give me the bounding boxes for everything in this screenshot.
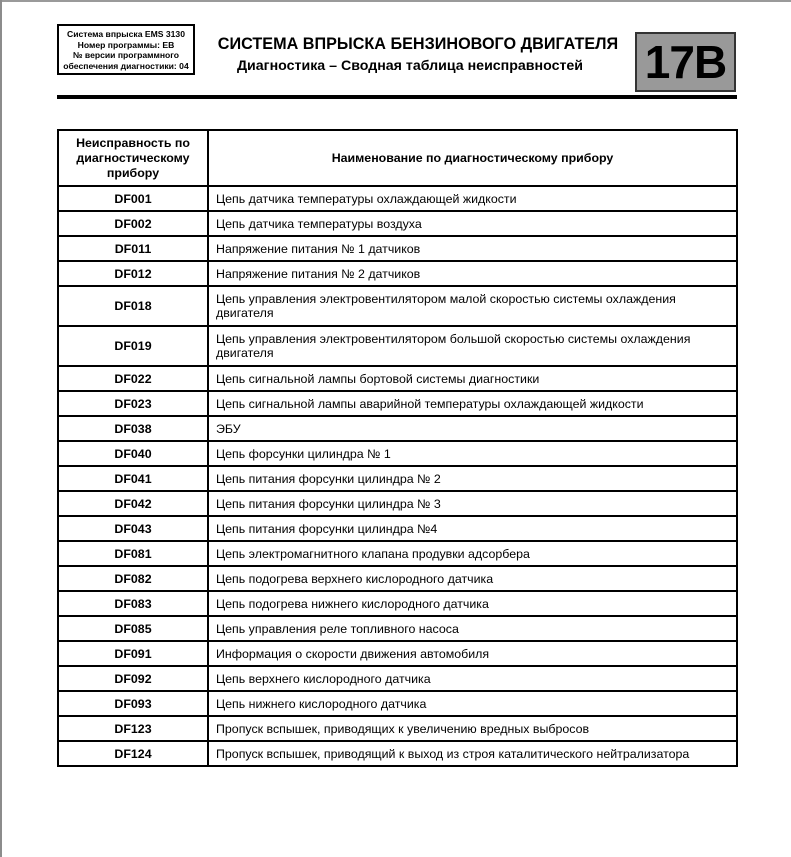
fault-code: DF002 bbox=[58, 211, 208, 236]
fault-table bbox=[57, 129, 738, 767]
fault-name: Цепь управления электровентилятором большой скоростью системы охлаждения двигателя bbox=[208, 326, 737, 366]
fault-code: DF091 bbox=[58, 641, 208, 666]
fault-code: DF018 bbox=[58, 286, 208, 326]
fault-name: Информация о скорости движения автомобиля bbox=[208, 641, 737, 666]
page-subtitle: Диагностика – Сводная таблица неисправностей bbox=[236, 58, 584, 74]
fault-name: ЭБУ bbox=[208, 416, 737, 441]
table-row bbox=[58, 741, 737, 766]
info-diagnostic-version: обеспечения диагностики: 04 bbox=[63, 60, 189, 71]
table-row bbox=[58, 566, 737, 591]
info-system: Система впрыска EMS 3130 bbox=[67, 29, 185, 39]
fault-code: DF012 bbox=[58, 261, 208, 286]
fault-code: DF001 bbox=[58, 186, 208, 211]
table-row bbox=[58, 466, 737, 491]
fault-name: Напряжение питания № 2 датчиков bbox=[208, 261, 737, 286]
fault-code: DF081 bbox=[58, 541, 208, 566]
section-code-badge: 17B bbox=[635, 32, 736, 92]
table-row bbox=[58, 391, 737, 416]
table-row bbox=[58, 541, 737, 566]
table-row bbox=[58, 186, 737, 211]
fault-code: DF038 bbox=[58, 416, 208, 441]
system-info-box bbox=[57, 24, 195, 75]
fault-name: Пропуск вспышек, приводящих к увеличению вредных выбросов bbox=[208, 716, 737, 741]
info-version-label: № версии программного bbox=[72, 50, 180, 61]
fault-name: Цепь верхнего кислородного датчика bbox=[208, 666, 737, 691]
table-row bbox=[58, 491, 737, 516]
fault-code: DF041 bbox=[58, 466, 208, 491]
fault-code: DF085 bbox=[58, 616, 208, 641]
table-row bbox=[58, 286, 737, 326]
table-row bbox=[58, 236, 737, 261]
table-row bbox=[58, 261, 737, 286]
table-row bbox=[58, 516, 737, 541]
fault-name: Цепь подогрева нижнего кислородного датчика bbox=[208, 591, 737, 616]
viewer-left-border bbox=[0, 0, 2, 857]
table-header-row bbox=[58, 130, 737, 186]
fault-name: Цепь форсунки цилиндра № 1 bbox=[208, 441, 737, 466]
fault-name: Цепь сигнальной лампы аварийной температуры охлаждающей жидкости bbox=[208, 391, 737, 416]
table-row bbox=[58, 366, 737, 391]
table-row bbox=[58, 211, 737, 236]
fault-name: Цепь подогрева верхнего кислородного датчика bbox=[208, 566, 737, 591]
fault-name: Цепь датчика температуры охлаждающей жидкости bbox=[208, 186, 737, 211]
table-row bbox=[58, 591, 737, 616]
fault-name: Цепь питания форсунки цилиндра № 2 bbox=[208, 466, 737, 491]
fault-code: DF023 bbox=[58, 391, 208, 416]
fault-code: DF082 bbox=[58, 566, 208, 591]
fault-code: DF092 bbox=[58, 666, 208, 691]
fault-name: Цепь датчика температуры воздуха bbox=[208, 211, 737, 236]
fault-name: Цепь управления электровентилятором малой скоростью системы охлаждения двигателя bbox=[208, 286, 737, 326]
fault-code: DF022 bbox=[58, 366, 208, 391]
fault-name: Напряжение питания № 1 датчиков bbox=[208, 236, 737, 261]
fault-code: DF040 bbox=[58, 441, 208, 466]
column-header-fault-code: Неисправность по диагностическому прибору bbox=[58, 130, 208, 186]
fault-name: Цепь управления реле топливного насоса bbox=[208, 616, 737, 641]
fault-code: DF123 bbox=[58, 716, 208, 741]
fault-code: DF011 bbox=[58, 236, 208, 261]
fault-code: DF042 bbox=[58, 491, 208, 516]
table-row bbox=[58, 641, 737, 666]
fault-code: DF093 bbox=[58, 691, 208, 716]
fault-name: Цепь питания форсунки цилиндра №4 bbox=[208, 516, 737, 541]
fault-name: Цепь электромагнитного клапана продувки адсорбера bbox=[208, 541, 737, 566]
fault-name: Цепь питания форсунки цилиндра № 3 bbox=[208, 491, 737, 516]
table-row bbox=[58, 716, 737, 741]
fault-name: Цепь нижнего кислородного датчика bbox=[208, 691, 737, 716]
fault-code: DF124 bbox=[58, 741, 208, 766]
fault-code: DF083 bbox=[58, 591, 208, 616]
table-row bbox=[58, 691, 737, 716]
table-row bbox=[58, 666, 737, 691]
column-header-fault-name: Наименование по диагностическому прибору bbox=[208, 130, 737, 186]
table-row bbox=[58, 441, 737, 466]
page-title: СИСТЕМА ВПРЫСКА БЕНЗИНОВОГО ДВИГАТЕЛЯ bbox=[217, 35, 619, 53]
table-row bbox=[58, 616, 737, 641]
header-divider bbox=[57, 95, 737, 99]
viewer-top-border bbox=[0, 0, 791, 2]
fault-code: DF019 bbox=[58, 326, 208, 366]
table-row bbox=[58, 326, 737, 366]
fault-code: DF043 bbox=[58, 516, 208, 541]
table-row bbox=[58, 416, 737, 441]
fault-name: Пропуск вспышек, приводящий к выход из строя каталитического нейтрализатора bbox=[208, 741, 737, 766]
info-program-number: Номер программы: ЕВ bbox=[77, 39, 175, 50]
fault-name: Цепь сигнальной лампы бортовой системы диагностики bbox=[208, 366, 737, 391]
